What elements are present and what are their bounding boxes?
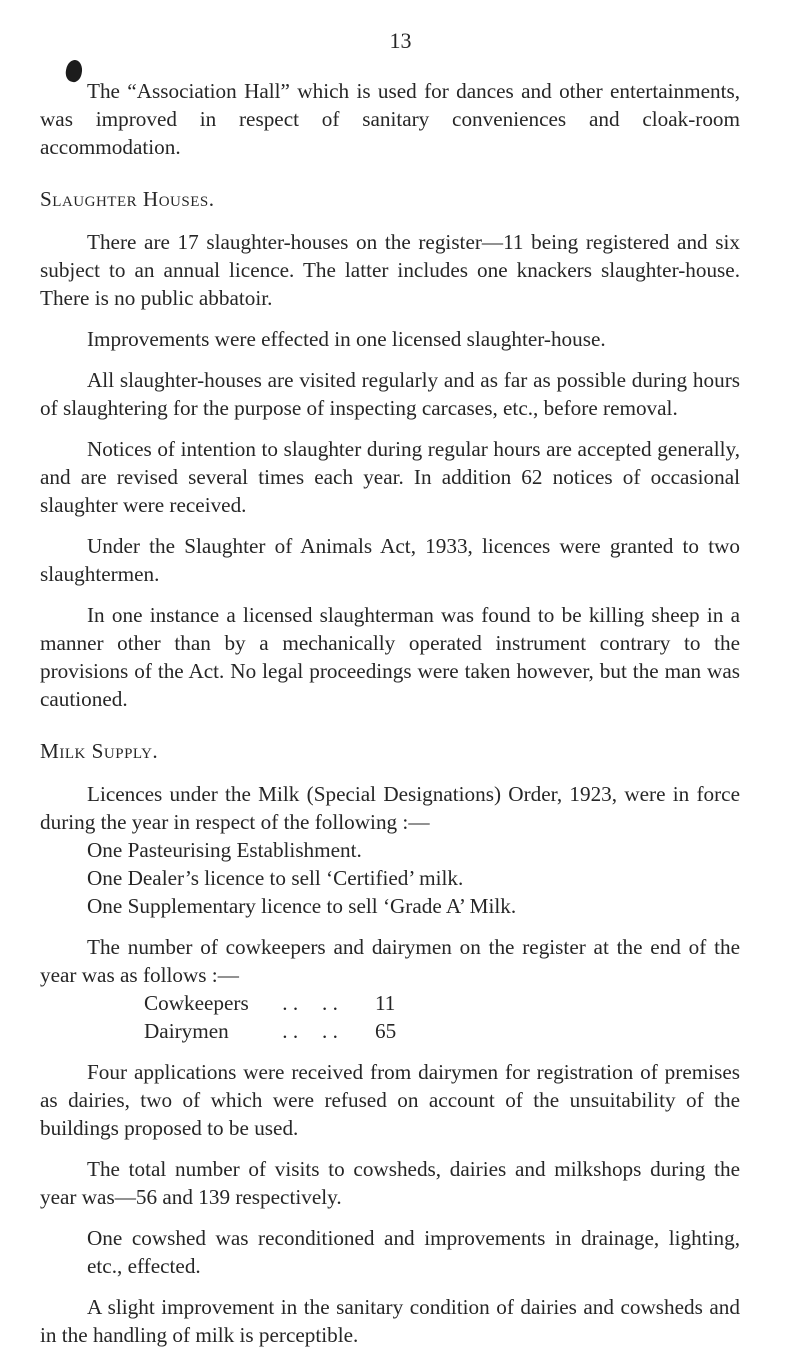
section-heading-milk-supply: Milk Supply. xyxy=(40,739,159,763)
slaughter-paragraph: In one instance a licensed slaughterman was found to be killing sheep in a manner other than by a mechanically operated instrument contrary to the provisions of the Act. No legal proceedings were taken however, but the man was cautioned. xyxy=(40,603,740,711)
register-label: Cowkeepers xyxy=(144,991,249,1015)
page-number: 13 xyxy=(389,28,412,53)
leader-dots: . . xyxy=(322,1019,338,1043)
leader-dots: . . xyxy=(277,1019,299,1043)
leader-dots: . . xyxy=(277,991,299,1015)
register-intro-paragraph: The number of cowkeepers and dairymen on the register at the end of the year was as follows :— xyxy=(40,935,740,987)
register-label: Dairymen xyxy=(144,1019,229,1043)
list-item: One Supplementary licence to sell ‘Grade A’ Milk. xyxy=(87,894,517,918)
slaughter-paragraph: All slaughter-houses are visited regularly and as far as possible during hours of slaughtering for the purpose of inspecting carcases, etc., before removal. xyxy=(40,368,740,420)
milk-paragraph: A slight improvement in the sanitary condition of dairies and cowsheds and in the handling of milk is perceptible. xyxy=(40,1295,740,1347)
milk-paragraph: Four applications were received from dairymen for registration of premises as dairies, two of which were refused on account of the unsuitability of the buildings proposed to be used. xyxy=(40,1060,740,1140)
register-table xyxy=(40,989,740,1045)
table-row xyxy=(40,1017,740,1045)
intro-paragraph: The “Association Hall” which is used for dances and other entertainments, was improved in respect of sanitary conveniences and cloak-room accommodation. xyxy=(40,79,740,159)
list-item: One Pasteurising Establishment. xyxy=(87,838,362,862)
register-count: 65 xyxy=(375,1019,397,1043)
table-row xyxy=(40,989,740,1017)
milk-paragraph: One cowshed was reconditioned and improvements in drainage, lighting, etc., effected. xyxy=(87,1226,740,1278)
slaughter-paragraph: Under the Slaughter of Animals Act, 1933, licences were granted to two slaughtermen. xyxy=(40,534,740,586)
page-body xyxy=(40,77,740,1362)
section-heading-slaughter-houses: Slaughter Houses. xyxy=(40,187,215,211)
leader-dots: . . xyxy=(322,991,338,1015)
list-item: One Dealer’s licence to sell ‘Certified’ milk. xyxy=(87,866,464,890)
slaughter-paragraph: There are 17 slaughter-houses on the register—11 being registered and six subject to an annual licence. The latter includes one knackers slaughter-house. There is no public abbatoir. xyxy=(40,230,740,310)
milk-paragraph: The total number of visits to cowsheds, dairies and milkshops during the year was—56 and 139 respectively. xyxy=(40,1157,740,1209)
licences-intro-paragraph: Licences under the Milk (Special Designations) Order, 1923, were in force during the year in respect of the following :— xyxy=(40,782,740,834)
slaughter-paragraph: Improvements were effected in one licensed slaughter-house. xyxy=(87,327,606,351)
licences-list xyxy=(40,836,740,920)
register-count: 11 xyxy=(375,991,396,1015)
slaughter-paragraph: Notices of intention to slaughter during regular hours are accepted generally, and are revised several times each year. In addition 62 notices of occasional slaughter were received. xyxy=(40,437,740,517)
